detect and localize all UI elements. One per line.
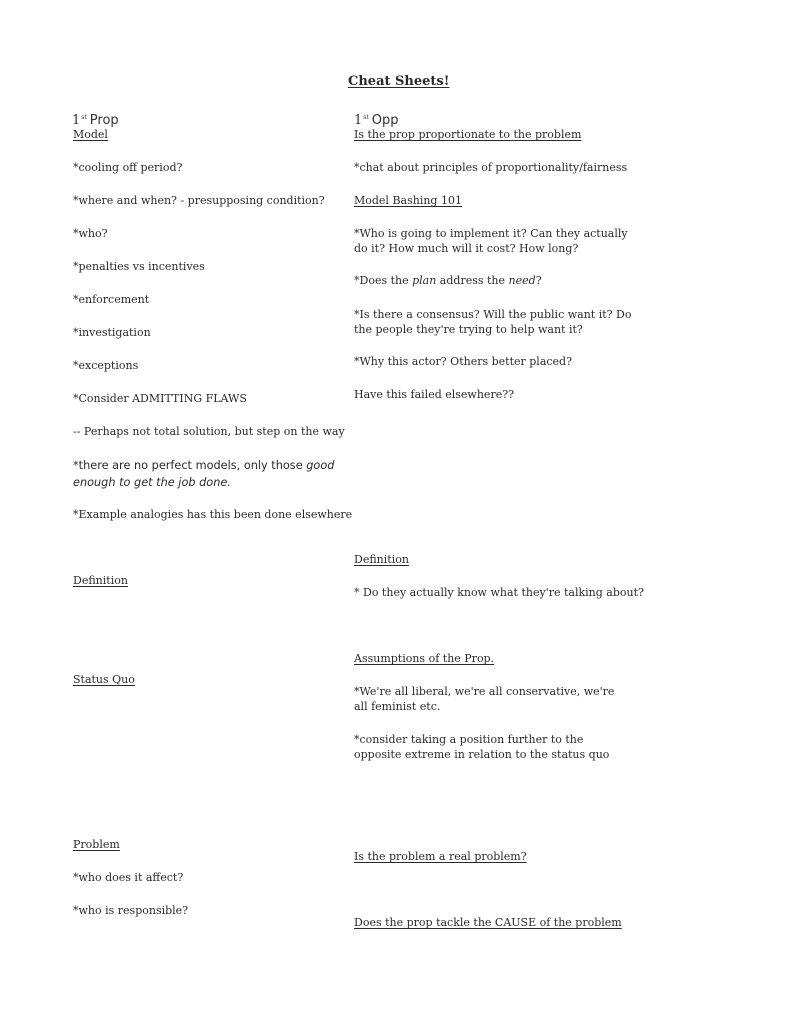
bashing-item-need: need bbox=[508, 274, 536, 287]
left-heading-ordinal: st bbox=[81, 114, 87, 121]
model-item: *exceptions bbox=[73, 359, 139, 372]
bashing-item-text: *Does the bbox=[354, 274, 413, 287]
model-item: *Consider ADMITTING FLAWS bbox=[73, 392, 247, 405]
perfect-models-prefix: *there are no perfect models, only those bbox=[73, 459, 307, 472]
left-heading-text: Prop bbox=[89, 113, 119, 128]
real-problem-label: Is the problem a real problem? bbox=[354, 850, 527, 863]
perfect-models-italic-line2: enough to get the job done. bbox=[73, 476, 231, 489]
model-item: -- Perhaps not total solution, but step on the way bbox=[73, 425, 345, 438]
model-item: *investigation bbox=[73, 326, 151, 339]
page-title: Cheat Sheets! bbox=[348, 74, 450, 89]
assumptions-item: *We're all liberal, we're all conservative, we're all feminist etc. bbox=[354, 685, 615, 713]
perfect-models-note bbox=[73, 457, 334, 491]
left-heading-number: 1 bbox=[72, 113, 81, 128]
right-heading-number: 1 bbox=[354, 113, 363, 128]
bashing-item bbox=[354, 273, 542, 288]
problem-item: *who is responsible? bbox=[73, 904, 189, 917]
right-heading bbox=[354, 110, 399, 128]
assumptions-item: *consider taking a position further to the opposite extreme in relation to the status quo bbox=[354, 733, 610, 761]
bashing-item-text: address the bbox=[436, 274, 509, 287]
assumptions-label: Assumptions of the Prop. bbox=[354, 652, 495, 665]
bashing-item: *Is there a consensus? Will the public want it? Do the people they're trying to help want it? bbox=[354, 308, 632, 336]
left-heading bbox=[72, 110, 119, 128]
cause-label: Does the prop tackle the CAUSE of the problem bbox=[354, 916, 622, 929]
bashing-item: Have this failed elsewhere?? bbox=[354, 388, 515, 401]
proportion-item: *chat about principles of proportionality/fairness bbox=[354, 161, 628, 174]
model-item: *where and when? - presupposing condition? bbox=[73, 194, 325, 207]
perfect-models-italic: good bbox=[306, 459, 335, 472]
problem-item: *who does it affect? bbox=[73, 871, 184, 884]
right-definition-label: Definition bbox=[354, 553, 409, 566]
left-definition-label: Definition bbox=[73, 574, 128, 587]
model-item: *enforcement bbox=[73, 293, 150, 306]
model-bashing-label: Model Bashing 101 bbox=[354, 194, 462, 207]
right-definition-item: * Do they actually know what they're talking about? bbox=[354, 586, 644, 599]
problem-label: Problem bbox=[73, 838, 120, 851]
model-item: *who? bbox=[73, 227, 108, 240]
example-analogies: *Example analogies has this been done elsewhere bbox=[73, 508, 353, 521]
right-heading-text: Opp bbox=[371, 113, 399, 128]
bashing-item: *Who is going to implement it? Can they actually do it? How much will it cost? How long? bbox=[354, 227, 628, 255]
model-item: *cooling off period? bbox=[73, 161, 183, 174]
bashing-item: *Why this actor? Others better placed? bbox=[354, 355, 572, 368]
proportion-label: Is the prop proportionate to the problem bbox=[354, 128, 582, 141]
model-label: Model bbox=[73, 128, 108, 141]
right-heading-ordinal: st bbox=[363, 114, 369, 121]
model-item: *penalties vs incentives bbox=[73, 260, 205, 273]
bashing-item-plan: plan bbox=[412, 274, 437, 287]
bashing-item-text: ? bbox=[535, 274, 542, 287]
status-quo-label: Status Quo bbox=[73, 673, 135, 686]
